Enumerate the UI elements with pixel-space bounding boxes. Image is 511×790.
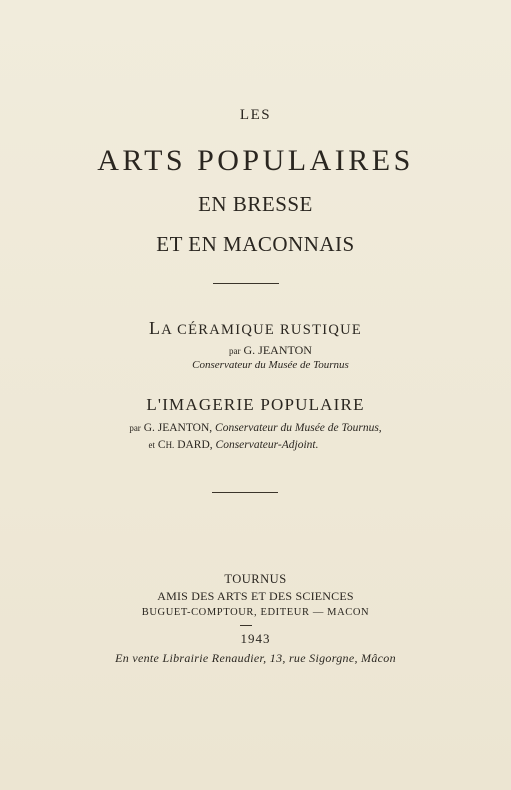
- author-name: G. JEANTON,: [143, 422, 213, 434]
- section-ceramique-role: Conservateur du Musée de Tournus: [192, 359, 349, 371]
- author2-initial-rest: H.: [165, 440, 175, 450]
- divider-small: [240, 625, 252, 626]
- section-imagerie-title: L'IMAGERIE POPULAIRE: [146, 395, 365, 414]
- publisher-city: TOURNUS: [224, 572, 287, 586]
- publisher-society: AMIS DES ARTS ET DES SCIENCES: [157, 589, 354, 603]
- publisher-editor: BUGUET-COMPTOUR, EDITEUR — MACON: [141, 607, 370, 618]
- author2-initial: C: [157, 439, 166, 451]
- et-word: et: [148, 440, 156, 450]
- section-ceramique-author: [0, 343, 511, 358]
- subtitle-maconnais: ET EN MACONNAIS: [156, 232, 355, 256]
- divider-top: [213, 283, 279, 284]
- title-les: LES: [239, 107, 272, 123]
- section-ceramique-title-a: A C: [161, 322, 189, 338]
- par-word: par: [129, 423, 141, 433]
- author2-role: Conservateur-Adjoint.: [215, 439, 319, 451]
- section-ceramique-title-cap: L: [148, 318, 162, 338]
- section-imagerie-author2: [0, 439, 511, 451]
- par-word: par: [229, 346, 241, 356]
- section-ceramique-title-b: ÉRAMIQUE RUSTIQUE: [188, 322, 363, 338]
- author-name: G. JEANTON: [243, 343, 312, 357]
- section-imagerie-author1: [0, 422, 511, 434]
- subtitle-bresse: EN BRESSE: [198, 192, 313, 216]
- section-ceramique-title: [0, 318, 511, 339]
- divider-middle: [212, 492, 278, 493]
- author-role: Conservateur du Musée de Tournus,: [215, 422, 382, 434]
- main-title: ARTS POPULAIRES: [97, 144, 414, 177]
- sale-notice: En vente Librairie Renaudier, 13, rue Sigorgne, Mâcon: [115, 651, 396, 665]
- author2-name: DARD,: [177, 439, 213, 451]
- publication-year: 1943: [240, 631, 271, 646]
